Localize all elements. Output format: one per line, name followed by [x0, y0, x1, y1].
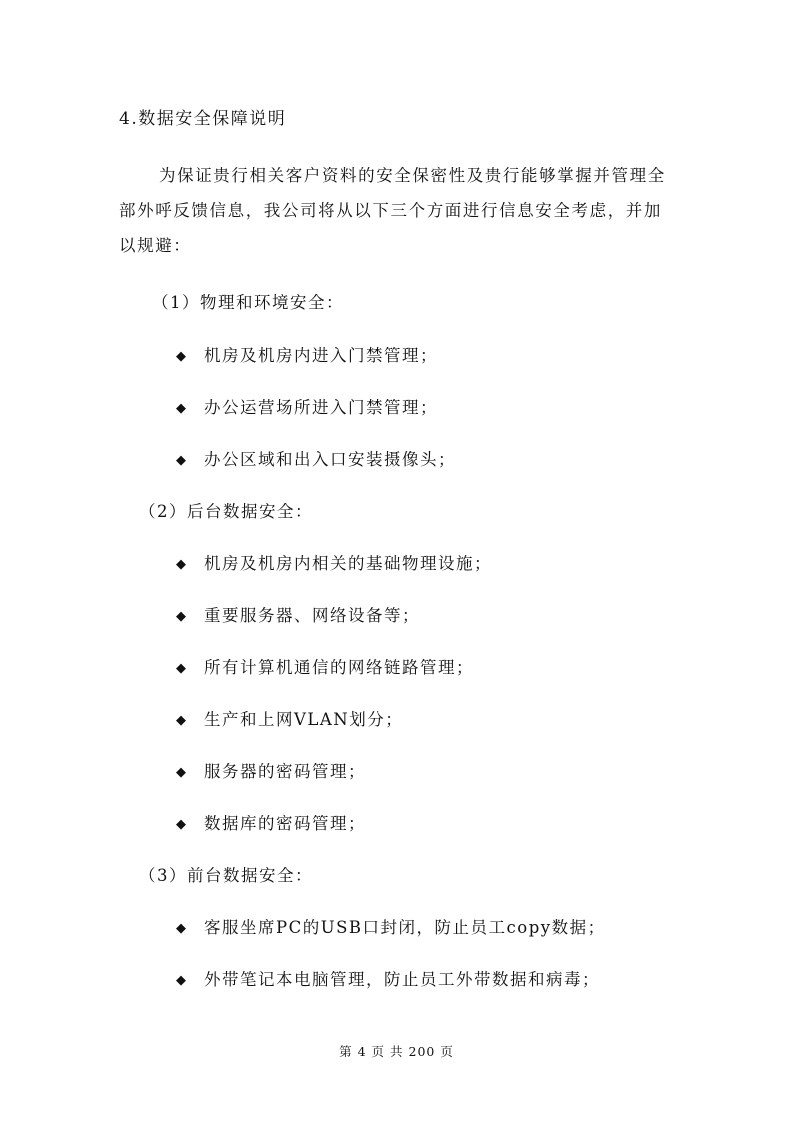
diamond-bullet-icon: ◆: [176, 349, 188, 364]
list-item: [176, 914, 606, 938]
list-item-text: 客服坐席PC的USB口封闭，防止员工copy数据；: [204, 918, 606, 937]
list-item-text: 数据库的密码管理；: [204, 814, 366, 833]
section-title-physical: （1）物理和环境安全：: [152, 293, 344, 312]
list-item: [176, 446, 456, 470]
list-item: [176, 966, 600, 990]
section-title-backend: （2）后台数据安全：: [139, 502, 313, 521]
section-title-frontend: （3）前台数据安全：: [139, 866, 313, 885]
section-heading: 4.数据安全保障说明: [119, 109, 287, 129]
list-item-text: 服务器的密码管理；: [204, 762, 366, 781]
diamond-bullet-icon: ◆: [176, 661, 188, 676]
list-item: [176, 394, 438, 418]
list-item-text: 生产和上网VLAN划分；: [204, 710, 404, 729]
list-item-text: 所有计算机通信的网络链路管理；: [204, 658, 474, 677]
diamond-bullet-icon: ◆: [176, 817, 188, 832]
diamond-bullet-icon: ◆: [176, 609, 188, 624]
list-item: [176, 342, 438, 366]
diamond-bullet-icon: ◆: [176, 453, 188, 468]
list-item-text: 办公运营场所进入门禁管理；: [204, 398, 438, 417]
list-item: [176, 550, 492, 574]
diamond-bullet-icon: ◆: [176, 765, 188, 780]
intro-paragraph: 为保证贵行相关客户资料的安全保密性及贵行能够掌握并管理全部外呼反馈信息，我公司将从以下三个方面进行信息安全考虑，并加以规避：: [119, 166, 666, 255]
diamond-bullet-icon: ◆: [176, 973, 188, 988]
list-item: [176, 810, 366, 834]
list-item-text: 重要服务器、网络设备等；: [204, 606, 420, 625]
list-item: [176, 654, 474, 678]
list-item: [176, 706, 403, 730]
diamond-bullet-icon: ◆: [176, 713, 188, 728]
page-footer: 第 4 页 共 200 页: [339, 1044, 454, 1059]
list-item-text: 外带笔记本电脑管理，防止员工外带数据和病毒；: [204, 970, 600, 989]
list-item-text: 办公区域和出入口安装摄像头；: [204, 450, 456, 469]
diamond-bullet-icon: ◆: [176, 557, 188, 572]
diamond-bullet-icon: ◆: [176, 921, 188, 936]
list-item-text: 机房及机房内相关的基础物理设施；: [204, 554, 492, 573]
diamond-bullet-icon: ◆: [176, 401, 188, 416]
list-item: [176, 602, 420, 626]
list-item-text: 机房及机房内进入门禁管理；: [204, 346, 438, 365]
list-item: [176, 758, 366, 782]
